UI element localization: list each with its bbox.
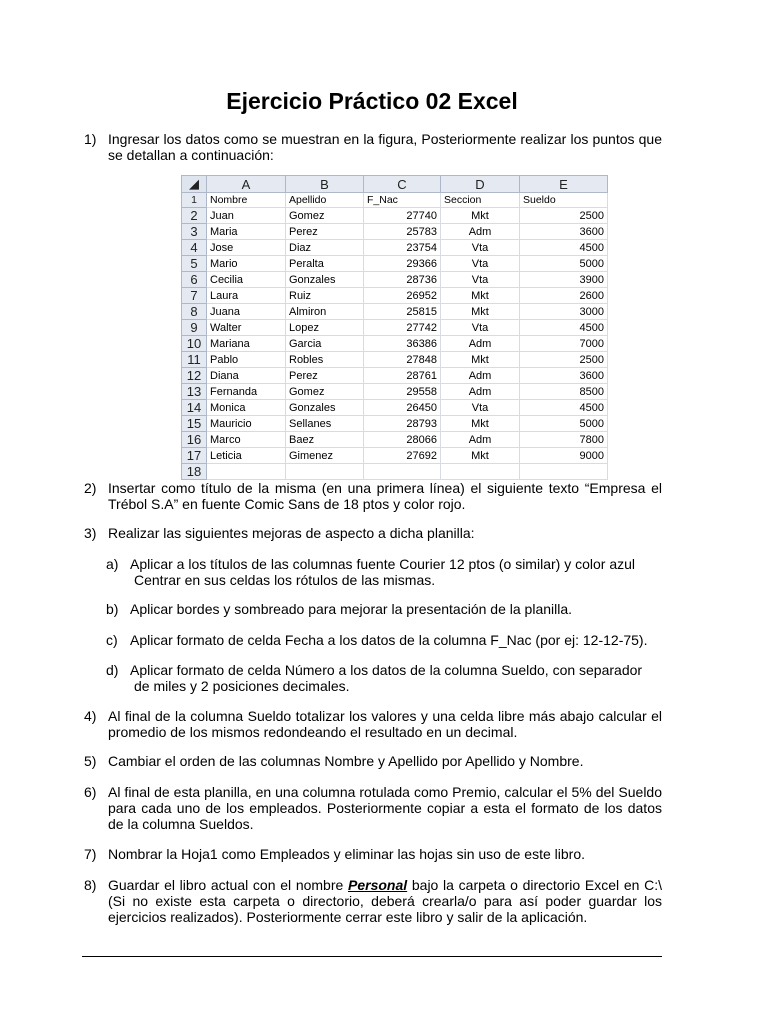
table-cell: Vta: [441, 256, 520, 272]
table-row: [182, 432, 608, 448]
table-row: [182, 193, 608, 208]
row-number: 14: [182, 400, 207, 416]
table-cell: 2600: [520, 288, 608, 304]
subinstruction-text: Aplicar bordes y sombreado para mejorar la presentación de la planilla.: [130, 601, 573, 617]
table-cell: 27742: [364, 320, 441, 336]
table-cell: 7000: [520, 336, 608, 352]
table-cell: Mkt: [441, 352, 520, 368]
table-cell: 7800: [520, 432, 608, 448]
table-cell: 3000: [520, 304, 608, 320]
instruction-text: Ingresar los datos como se muestran en la figura, Posteriormente realizar los puntos que se detallan a continuación:: [108, 131, 662, 163]
row-number: 6: [182, 272, 207, 288]
table-cell: Ruiz: [286, 288, 364, 304]
table-cell: Juan: [207, 208, 286, 224]
instruction-5: [84, 753, 662, 769]
table-cell: 25815: [364, 304, 441, 320]
table-cell: Mkt: [441, 288, 520, 304]
subinstruction-letter: c): [106, 632, 118, 648]
subinstruction-text: Aplicar formato de celda Número a los datos de la columna Sueldo, con separador: [130, 662, 643, 678]
table-cell: 5000: [520, 416, 608, 432]
subinstruction-text: Aplicar a los títulos de las columnas fuente Courier 12 ptos (o similar) y color azul: [130, 556, 635, 572]
table-cell: Garcia: [286, 336, 364, 352]
table-cell: Maria: [207, 224, 286, 240]
table-row: [182, 208, 608, 224]
instruction-8: [84, 877, 662, 925]
table-cell: Mkt: [441, 416, 520, 432]
column-header: D: [441, 176, 520, 193]
row-number: 13: [182, 384, 207, 400]
table-cell: Adm: [441, 368, 520, 384]
row-number: 9: [182, 320, 207, 336]
instruction-text: Realizar las siguientes mejoras de aspecto a dicha planilla:: [108, 525, 475, 541]
table-row: [182, 224, 608, 240]
table-cell: 8500: [520, 384, 608, 400]
row-number: 2: [182, 208, 207, 224]
table-row: [182, 384, 608, 400]
table-cell: 23754: [364, 240, 441, 256]
table-row: [182, 240, 608, 256]
table-cell: 25783: [364, 224, 441, 240]
table-cell: 5000: [520, 256, 608, 272]
header-cell: Apellido: [286, 193, 364, 208]
instruction-number: 6): [84, 784, 97, 800]
table-cell: 27848: [364, 352, 441, 368]
table-cell: Adm: [441, 432, 520, 448]
instruction-3: [84, 525, 662, 541]
table-row: [182, 288, 608, 304]
footer-divider: [82, 956, 662, 957]
row-number: 1: [182, 193, 207, 208]
row-number: 4: [182, 240, 207, 256]
instruction-text: Al final de la columna Sueldo totalizar los valores y una celda libre más abajo calcular el promedio de los mismos redondeando el resultado en un decimal.: [108, 708, 662, 740]
table-cell: [207, 464, 286, 480]
instruction-number: 3): [84, 525, 97, 541]
column-header: C: [364, 176, 441, 193]
instruction-text: Nombrar la Hoja1 como Empleados y eliminar las hojas sin uso de este libro.: [108, 846, 585, 862]
table-cell: 3900: [520, 272, 608, 288]
table-cell: Gonzales: [286, 400, 364, 416]
table-cell: [286, 464, 364, 480]
column-header: A: [207, 176, 286, 193]
row-number: 5: [182, 256, 207, 272]
header-cell: Sueldo: [520, 193, 608, 208]
instruction-4: [84, 708, 662, 740]
subinstruction-continuation: Centrar en sus celdas los rótulos de las mismas.: [134, 572, 436, 588]
table-cell: 3600: [520, 368, 608, 384]
row-number: 11: [182, 352, 207, 368]
table-cell: Marco: [207, 432, 286, 448]
table-cell: Pablo: [207, 352, 286, 368]
table-cell: Adm: [441, 336, 520, 352]
table-row: [182, 320, 608, 336]
table-cell: Laura: [207, 288, 286, 304]
table-cell: 27740: [364, 208, 441, 224]
table-cell: 36386: [364, 336, 441, 352]
table-cell: Peralta: [286, 256, 364, 272]
table-cell: 28066: [364, 432, 441, 448]
table-cell: 4500: [520, 320, 608, 336]
instruction-1: [84, 131, 662, 163]
table-cell: [441, 464, 520, 480]
table-cell: Gomez: [286, 208, 364, 224]
table-cell: Vta: [441, 320, 520, 336]
table-cell: Walter: [207, 320, 286, 336]
instruction-text-start: Guardar el libro actual con el nombre: [108, 877, 349, 893]
table-cell: Diaz: [286, 240, 364, 256]
row-number: 16: [182, 432, 207, 448]
table-cell: Jose: [207, 240, 286, 256]
table-cell: 26952: [364, 288, 441, 304]
table-cell: Baez: [286, 432, 364, 448]
table-cell: Perez: [286, 224, 364, 240]
table-row: [182, 256, 608, 272]
subinstruction-text: Aplicar formato de celda Fecha a los datos de la columna F_Nac (por ej: 12-12-75).: [130, 632, 648, 648]
subinstruction-d: [106, 662, 662, 694]
table-row: [182, 400, 608, 416]
table-cell: Cecilia: [207, 272, 286, 288]
row-number: 7: [182, 288, 207, 304]
instruction-number: 4): [84, 708, 97, 724]
instruction-text: [108, 877, 662, 925]
table-cell: Gomez: [286, 384, 364, 400]
table-cell: 29366: [364, 256, 441, 272]
table-cell: 27692: [364, 448, 441, 464]
instruction-text: Al final de esta planilla, en una columna rotulada como Premio, calcular el 5% del Sueldo para cada uno de los empleados. Posteriormente copiar a esta el formato de los datos de la columna Sueldos.: [108, 784, 662, 832]
header-cell: F_Nac: [364, 193, 441, 208]
table-cell: Almiron: [286, 304, 364, 320]
table-row: [182, 336, 608, 352]
row-number: 17: [182, 448, 207, 464]
table-cell: 9000: [520, 448, 608, 464]
table-row: [182, 272, 608, 288]
table-cell: 2500: [520, 352, 608, 368]
column-header: E: [520, 176, 608, 193]
subinstruction-letter: a): [106, 556, 119, 572]
instruction-text: Insertar como título de la misma (en una primera línea) el siguiente texto “Empresa el Trébol S.A” en fuente Comic Sans de 18 ptos y color rojo.: [108, 480, 662, 512]
instruction-number: 1): [84, 131, 97, 147]
page-title: Ejercicio Práctico 02 Excel: [226, 88, 518, 114]
column-header: B: [286, 176, 364, 193]
instruction-text-end: bajo la carpeta o directorio Excel en C:\ (Si no existe esta carpeta o directorio, deberá crearla/o para así poder guardar los ejercicios realizados). Posteriormente cerrar este libro y salir de la aplicación.: [108, 877, 662, 925]
instruction-2: [84, 480, 662, 512]
subinstruction-b: [106, 601, 662, 617]
instruction-7: [84, 846, 662, 862]
subinstruction-c: [106, 632, 662, 648]
table-row: [182, 448, 608, 464]
table-cell: 2500: [520, 208, 608, 224]
table-cell: Perez: [286, 368, 364, 384]
instruction-number: 5): [84, 753, 97, 769]
select-all-corner: ◢: [182, 176, 207, 193]
subinstruction-letter: b): [106, 601, 119, 617]
table-cell: [364, 464, 441, 480]
table-cell: [520, 464, 608, 480]
instruction-text: Cambiar el orden de las columnas Nombre y Apellido por Apellido y Nombre.: [108, 753, 584, 769]
table-row: [182, 368, 608, 384]
row-number: 12: [182, 368, 207, 384]
table-cell: Diana: [207, 368, 286, 384]
instruction-number: 7): [84, 846, 97, 862]
row-number: 18: [182, 464, 207, 480]
subinstruction-letter: d): [106, 662, 119, 678]
table-cell: Gonzales: [286, 272, 364, 288]
file-name-highlight: Personal: [348, 877, 408, 893]
instruction-number: 2): [84, 480, 97, 496]
instruction-number: 8): [84, 877, 97, 893]
table-cell: Leticia: [207, 448, 286, 464]
table-cell: 26450: [364, 400, 441, 416]
header-cell: Nombre: [207, 193, 286, 208]
table-cell: Mkt: [441, 304, 520, 320]
table-cell: 4500: [520, 240, 608, 256]
table-row: [182, 464, 608, 480]
table-cell: Sellanes: [286, 416, 364, 432]
table-cell: 29558: [364, 384, 441, 400]
row-number: 15: [182, 416, 207, 432]
table-cell: Mario: [207, 256, 286, 272]
header-cell: Seccion: [441, 193, 520, 208]
spreadsheet-image: [181, 175, 609, 480]
table-cell: Monica: [207, 400, 286, 416]
table-cell: Lopez: [286, 320, 364, 336]
table-cell: 3600: [520, 224, 608, 240]
table-cell: 4500: [520, 400, 608, 416]
table-cell: 28793: [364, 416, 441, 432]
subinstruction-a: [106, 556, 662, 588]
table-cell: Vta: [441, 272, 520, 288]
table-cell: Vta: [441, 240, 520, 256]
column-header-row: [182, 176, 608, 193]
table-cell: Adm: [441, 224, 520, 240]
table-cell: Fernanda: [207, 384, 286, 400]
row-number: 8: [182, 304, 207, 320]
spreadsheet-table: [181, 175, 608, 480]
table-cell: Vta: [441, 400, 520, 416]
table-cell: Juana: [207, 304, 286, 320]
table-cell: 28736: [364, 272, 441, 288]
table-cell: Mkt: [441, 208, 520, 224]
table-cell: Robles: [286, 352, 364, 368]
table-cell: 28761: [364, 368, 441, 384]
table-cell: Mkt: [441, 448, 520, 464]
table-cell: Mariana: [207, 336, 286, 352]
table-row: [182, 352, 608, 368]
row-number: 10: [182, 336, 207, 352]
table-cell: Gimenez: [286, 448, 364, 464]
instruction-6: [84, 784, 662, 832]
table-row: [182, 416, 608, 432]
subinstruction-continuation: de miles y 2 posiciones decimales.: [134, 678, 350, 694]
table-cell: Mauricio: [207, 416, 286, 432]
table-row: [182, 304, 608, 320]
table-cell: Adm: [441, 384, 520, 400]
row-number: 3: [182, 224, 207, 240]
